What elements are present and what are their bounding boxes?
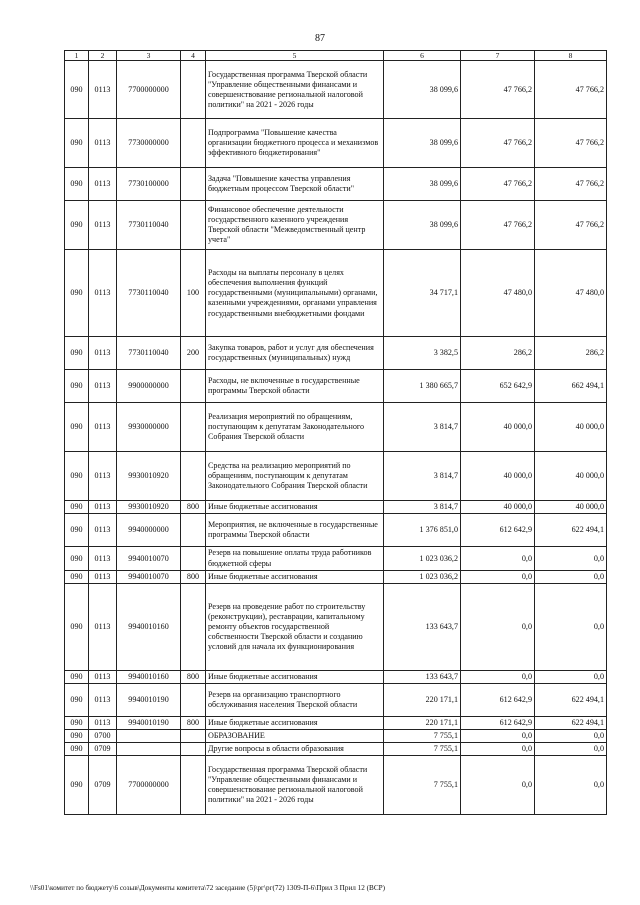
cell-description: Иные бюджетные ассигнования — [206, 716, 384, 729]
cell-admin-code: 090 — [65, 168, 89, 201]
cell-amount-col7: 47 766,2 — [461, 61, 535, 119]
table-row — [65, 201, 607, 250]
column-header: 7 — [461, 51, 535, 61]
cell-amount-col8: 47 766,2 — [535, 201, 607, 250]
cell-section-code: 0700 — [89, 730, 117, 743]
budget-table — [64, 50, 607, 815]
table-row — [65, 337, 607, 370]
cell-expense-type: 800 — [181, 670, 206, 683]
cell-admin-code: 090 — [65, 403, 89, 452]
cell-amount-col8: 40 000,0 — [535, 403, 607, 452]
cell-target-article — [117, 730, 181, 743]
cell-description: Закупка товаров, работ и услуг для обеспечения государственных (муниципальных) нужд — [206, 337, 384, 370]
cell-target-article: 7730110040 — [117, 337, 181, 370]
cell-amount-col6: 133 643,7 — [384, 670, 461, 683]
cell-target-article: 9940010160 — [117, 583, 181, 670]
cell-amount-col6: 7 755,1 — [384, 730, 461, 743]
cell-admin-code: 090 — [65, 514, 89, 547]
cell-amount-col7: 47 766,2 — [461, 119, 535, 168]
cell-expense-type: 200 — [181, 337, 206, 370]
cell-description: Иные бюджетные ассигнования — [206, 570, 384, 583]
cell-expense-type: 800 — [181, 570, 206, 583]
cell-amount-col8: 286,2 — [535, 337, 607, 370]
table-row — [65, 756, 607, 815]
table-row — [65, 547, 607, 570]
cell-amount-col7: 612 642,9 — [461, 716, 535, 729]
cell-expense-type — [181, 547, 206, 570]
cell-amount-col8: 0,0 — [535, 730, 607, 743]
cell-admin-code: 090 — [65, 547, 89, 570]
cell-expense-type — [181, 168, 206, 201]
cell-section-code: 0709 — [89, 743, 117, 756]
cell-amount-col6: 220 171,1 — [384, 683, 461, 716]
cell-admin-code: 090 — [65, 730, 89, 743]
cell-amount-col6: 38 099,6 — [384, 119, 461, 168]
cell-description: Мероприятия, не включенные в государственные программы Тверской области — [206, 514, 384, 547]
cell-amount-col6: 1 023 036,2 — [384, 547, 461, 570]
cell-admin-code: 090 — [65, 670, 89, 683]
file-path-footer: \\Fs01\комитет по бюджету\6 созыв\Документы комитета\72 заседание (5)\рг\рг(72) 1309-П-6\Прил 3 Прил 12 (ВСР) — [30, 884, 386, 892]
cell-description: Задача "Повышение качества управления бюджетным процессом Тверской области" — [206, 168, 384, 201]
cell-section-code: 0113 — [89, 670, 117, 683]
cell-admin-code: 090 — [65, 119, 89, 168]
table-row — [65, 452, 607, 501]
cell-description: Расходы, не включенные в государственные программы Тверской области — [206, 370, 384, 403]
cell-target-article: 7700000000 — [117, 61, 181, 119]
cell-amount-col7: 0,0 — [461, 756, 535, 815]
cell-description: Средства на реализацию мероприятий по обращениям, поступающим к депутатам Законодательного Собрания Тверской области — [206, 452, 384, 501]
cell-expense-type — [181, 683, 206, 716]
cell-expense-type: 800 — [181, 716, 206, 729]
cell-admin-code: 090 — [65, 570, 89, 583]
cell-amount-col6: 38 099,6 — [384, 168, 461, 201]
cell-target-article: 9940010190 — [117, 683, 181, 716]
cell-target-article: 9900000000 — [117, 370, 181, 403]
table-row — [65, 743, 607, 756]
cell-section-code: 0113 — [89, 716, 117, 729]
table-row — [65, 583, 607, 670]
cell-expense-type — [181, 756, 206, 815]
cell-admin-code: 090 — [65, 743, 89, 756]
cell-admin-code: 090 — [65, 583, 89, 670]
cell-section-code: 0113 — [89, 119, 117, 168]
cell-amount-col8: 622 494,1 — [535, 683, 607, 716]
column-header: 1 — [65, 51, 89, 61]
cell-target-article: 9940000000 — [117, 514, 181, 547]
cell-amount-col7: 40 000,0 — [461, 501, 535, 514]
column-header: 4 — [181, 51, 206, 61]
cell-amount-col8: 0,0 — [535, 583, 607, 670]
cell-target-article: 7730110040 — [117, 201, 181, 250]
cell-expense-type — [181, 201, 206, 250]
cell-amount-col7: 0,0 — [461, 570, 535, 583]
cell-description: Расходы на выплаты персоналу в целях обеспечения выполнения функций государственными (муниципальными) органами, казенными учреждениями, органами управления государственными внебюджетными фондами — [206, 250, 384, 337]
cell-section-code: 0113 — [89, 370, 117, 403]
table-row — [65, 501, 607, 514]
cell-description: Резерв на организацию транспортного обслуживания населения Тверской области — [206, 683, 384, 716]
cell-amount-col8: 662 494,1 — [535, 370, 607, 403]
column-header: 8 — [535, 51, 607, 61]
cell-amount-col7: 0,0 — [461, 670, 535, 683]
cell-amount-col7: 40 000,0 — [461, 452, 535, 501]
cell-amount-col7: 0,0 — [461, 743, 535, 756]
table-row — [65, 683, 607, 716]
cell-expense-type — [181, 119, 206, 168]
cell-amount-col7: 47 766,2 — [461, 168, 535, 201]
cell-description: Резерв на повышение оплаты труда работников бюджетной сферы — [206, 547, 384, 570]
cell-amount-col7: 0,0 — [461, 547, 535, 570]
cell-amount-col8: 0,0 — [535, 670, 607, 683]
cell-amount-col6: 38 099,6 — [384, 201, 461, 250]
cell-amount-col8: 40 000,0 — [535, 501, 607, 514]
column-number-row — [65, 51, 607, 61]
cell-admin-code: 090 — [65, 370, 89, 403]
cell-admin-code: 090 — [65, 501, 89, 514]
cell-amount-col6: 3 814,7 — [384, 452, 461, 501]
table-row — [65, 168, 607, 201]
table-row — [65, 61, 607, 119]
table-row — [65, 570, 607, 583]
table-row — [65, 403, 607, 452]
cell-amount-col7: 40 000,0 — [461, 403, 535, 452]
cell-amount-col8: 47 480,0 — [535, 250, 607, 337]
cell-amount-col8: 0,0 — [535, 743, 607, 756]
cell-expense-type — [181, 730, 206, 743]
cell-section-code: 0113 — [89, 501, 117, 514]
cell-amount-col6: 3 382,5 — [384, 337, 461, 370]
cell-admin-code: 090 — [65, 250, 89, 337]
cell-admin-code: 090 — [65, 452, 89, 501]
cell-section-code: 0113 — [89, 201, 117, 250]
cell-admin-code: 090 — [65, 683, 89, 716]
cell-amount-col7: 652 642,9 — [461, 370, 535, 403]
cell-description: Иные бюджетные ассигнования — [206, 501, 384, 514]
cell-admin-code: 090 — [65, 716, 89, 729]
cell-admin-code: 090 — [65, 201, 89, 250]
cell-amount-col6: 1 023 036,2 — [384, 570, 461, 583]
column-header: 5 — [206, 51, 384, 61]
column-header: 2 — [89, 51, 117, 61]
cell-amount-col8: 47 766,2 — [535, 168, 607, 201]
cell-section-code: 0113 — [89, 168, 117, 201]
cell-description: Реализация мероприятий по обращениям, поступающим к депутатам Законодательного Собрания Тверской области — [206, 403, 384, 452]
cell-amount-col7: 47 480,0 — [461, 250, 535, 337]
cell-amount-col6: 1 380 665,7 — [384, 370, 461, 403]
page-number: 87 — [315, 33, 325, 44]
cell-amount-col6: 3 814,7 — [384, 403, 461, 452]
cell-description: Финансовое обеспечение деятельности государственного казенного учреждения Тверской области "Межведомственный центр учета" — [206, 201, 384, 250]
cell-target-article: 7730100000 — [117, 168, 181, 201]
cell-section-code: 0113 — [89, 683, 117, 716]
table-row — [65, 250, 607, 337]
table-row — [65, 716, 607, 729]
cell-amount-col6: 1 376 851,0 — [384, 514, 461, 547]
cell-expense-type: 800 — [181, 501, 206, 514]
cell-amount-col6: 7 755,1 — [384, 743, 461, 756]
table-row — [65, 730, 607, 743]
cell-amount-col7: 47 766,2 — [461, 201, 535, 250]
cell-section-code: 0113 — [89, 61, 117, 119]
cell-target-article: 9930000000 — [117, 403, 181, 452]
cell-target-article: 9940010160 — [117, 670, 181, 683]
cell-section-code: 0113 — [89, 250, 117, 337]
table-row — [65, 670, 607, 683]
cell-amount-col7: 612 642,9 — [461, 514, 535, 547]
cell-section-code: 0113 — [89, 547, 117, 570]
cell-admin-code: 090 — [65, 756, 89, 815]
cell-expense-type — [181, 61, 206, 119]
cell-amount-col7: 612 642,9 — [461, 683, 535, 716]
cell-target-article — [117, 743, 181, 756]
cell-target-article: 7730000000 — [117, 119, 181, 168]
table-row — [65, 514, 607, 547]
cell-amount-col8: 47 766,2 — [535, 61, 607, 119]
cell-amount-col8: 0,0 — [535, 756, 607, 815]
cell-amount-col6: 38 099,6 — [384, 61, 461, 119]
cell-target-article: 9930010920 — [117, 501, 181, 514]
table-row — [65, 370, 607, 403]
cell-expense-type — [181, 452, 206, 501]
cell-description: ОБРАЗОВАНИЕ — [206, 730, 384, 743]
cell-section-code: 0113 — [89, 337, 117, 370]
cell-admin-code: 090 — [65, 61, 89, 119]
cell-expense-type — [181, 514, 206, 547]
cell-section-code: 0113 — [89, 583, 117, 670]
cell-description: Государственная программа Тверской области "Управление общественными финансами и совершенствование региональной налоговой политики" на 2021 - 2026 годы — [206, 756, 384, 815]
cell-target-article: 7700000000 — [117, 756, 181, 815]
cell-amount-col8: 0,0 — [535, 547, 607, 570]
cell-section-code: 0113 — [89, 570, 117, 583]
cell-amount-col8: 0,0 — [535, 570, 607, 583]
cell-description: Подпрограмма "Повышение качества организации бюджетного процесса и механизмов эффективного бюджетирования" — [206, 119, 384, 168]
cell-amount-col6: 220 171,1 — [384, 716, 461, 729]
cell-amount-col6: 7 755,1 — [384, 756, 461, 815]
cell-description: Резерв на проведение работ по строительству (реконструкции), реставрации, капитальному ремонту объектов государственной собственности Тверской области и созданию условий для начала их функционирования — [206, 583, 384, 670]
cell-amount-col8: 47 766,2 — [535, 119, 607, 168]
cell-amount-col7: 286,2 — [461, 337, 535, 370]
cell-target-article: 9940010070 — [117, 547, 181, 570]
cell-amount-col8: 40 000,0 — [535, 452, 607, 501]
column-header: 6 — [384, 51, 461, 61]
cell-amount-col8: 622 494,1 — [535, 716, 607, 729]
cell-section-code: 0113 — [89, 403, 117, 452]
cell-amount-col7: 0,0 — [461, 583, 535, 670]
cell-target-article: 9940010190 — [117, 716, 181, 729]
column-header: 3 — [117, 51, 181, 61]
cell-expense-type — [181, 583, 206, 670]
cell-description: Другие вопросы в области образования — [206, 743, 384, 756]
cell-target-article: 9930010920 — [117, 452, 181, 501]
cell-target-article: 7730110040 — [117, 250, 181, 337]
cell-amount-col7: 0,0 — [461, 730, 535, 743]
cell-amount-col8: 622 494,1 — [535, 514, 607, 547]
cell-admin-code: 090 — [65, 337, 89, 370]
cell-expense-type — [181, 370, 206, 403]
cell-expense-type: 100 — [181, 250, 206, 337]
table-row — [65, 119, 607, 168]
cell-target-article: 9940010070 — [117, 570, 181, 583]
cell-description: Иные бюджетные ассигнования — [206, 670, 384, 683]
cell-section-code: 0113 — [89, 452, 117, 501]
cell-expense-type — [181, 743, 206, 756]
cell-description: Государственная программа Тверской области "Управление общественными финансами и совершенствование региональной налоговой политики" на 2021 - 2026 годы — [206, 61, 384, 119]
cell-expense-type — [181, 403, 206, 452]
cell-amount-col6: 3 814,7 — [384, 501, 461, 514]
cell-amount-col6: 133 643,7 — [384, 583, 461, 670]
cell-section-code: 0113 — [89, 514, 117, 547]
cell-amount-col6: 34 717,1 — [384, 250, 461, 337]
cell-section-code: 0709 — [89, 756, 117, 815]
